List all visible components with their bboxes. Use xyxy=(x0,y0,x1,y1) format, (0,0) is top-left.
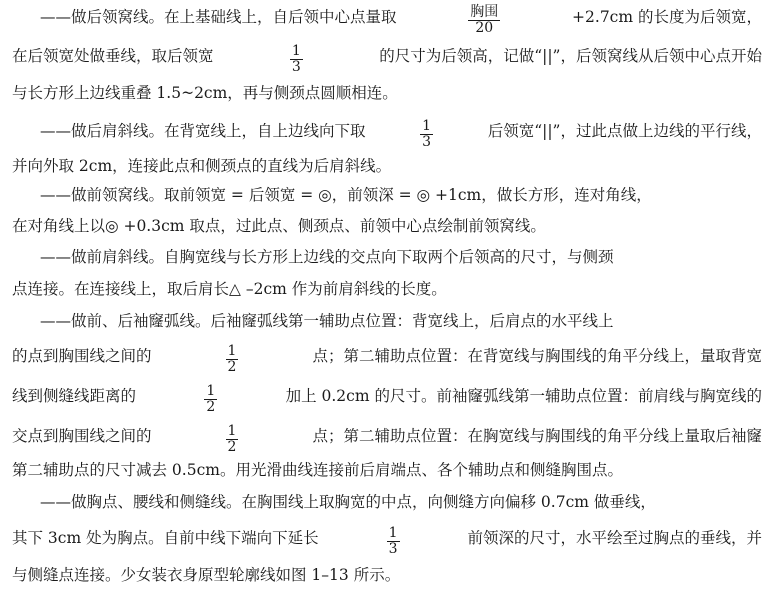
text-segment: 第二辅助点的尺寸减去 0.5cm。用光滑曲线连接前后肩端点、各个辅助点和侧缝胸围点。 xyxy=(12,461,623,479)
text-segment: 的点到胸围线之间的 xyxy=(12,347,152,365)
text-segment: 点连接。在连接线上，取后肩长△ –2cm 作为前肩斜线的长度。 xyxy=(12,280,447,298)
fraction-numerator: 1 xyxy=(291,43,301,59)
text-segment: 的尺寸为后领高，记做“||”，后领窝线从后领中心点开始 xyxy=(379,47,762,65)
text-segment: 并向外取 2cm，连接此点和侧颈点的直线为后肩斜线。 xyxy=(12,157,392,175)
text-segment: ——做后领窝线。在上基础线上，自后领中心点量取 xyxy=(40,8,397,26)
text-segment: 点；第二辅助点位置：在背宽线与胸围线的角平分线上，量取背宽 xyxy=(312,347,762,365)
text-segment: ——做后肩斜线。在背宽线上，自上边线向下取 xyxy=(40,122,366,140)
text-line xyxy=(40,118,762,152)
text-line xyxy=(40,311,762,331)
text-segment: ——做前、后袖窿弧线。后袖窿弧线第一辅助点位置：背宽线上，后肩点的水平线上 xyxy=(40,312,614,330)
fraction-numerator: 1 xyxy=(388,525,398,541)
fraction-numerator: 1 xyxy=(206,383,216,399)
fraction-denominator: 3 xyxy=(291,59,301,75)
text-segment: 点；第二辅助点位置：在胸宽线与胸围线的角平分线上量取后袖窿 xyxy=(312,427,762,445)
fraction xyxy=(420,119,433,150)
text-line xyxy=(40,492,762,512)
text-segment: 在对角线上以◎ +0.3cm 取点，过此点、侧颈点、前领中心点绘制前领窝线。 xyxy=(12,217,546,235)
text-segment: 前领深的尺寸，水平绘至过胸点的垂线，并 xyxy=(467,529,762,547)
fraction xyxy=(387,526,400,557)
text-line xyxy=(12,156,762,176)
text-line xyxy=(12,343,762,377)
text-segment: 线到侧缝线距离的 xyxy=(12,387,137,405)
fraction-numerator: 胸围 xyxy=(470,4,499,20)
text-segment: 后领宽“||”，过此点做上边线的平行线， xyxy=(487,122,762,140)
fraction-denominator: 2 xyxy=(227,359,237,375)
text-segment: 与侧缝点连接。少女装衣身原型轮廓线如图 1–13 所示。 xyxy=(12,566,401,584)
text-line xyxy=(12,460,762,480)
fraction-numerator: 1 xyxy=(227,343,237,359)
text-line xyxy=(12,216,762,236)
text-segment: ——做前领窝线。取前领宽 = 后领宽 = ◎，前领深 = ◎ +1cm，做长方形，连对角线， xyxy=(40,186,652,204)
text-segment: 交点到胸围线之间的 xyxy=(12,427,152,445)
text-line xyxy=(12,565,762,585)
text-segment: 其下 3cm 处为胸点。自前中线下端向下延长 xyxy=(12,529,319,547)
fraction-numerator: 1 xyxy=(227,423,237,439)
text-line xyxy=(40,185,762,205)
text-segment: 与长方形上边线重叠 1.5~2cm，再与侧颈点圆顺相连。 xyxy=(12,84,398,102)
text-line xyxy=(12,525,762,559)
fraction-denominator: 2 xyxy=(206,399,216,415)
fraction xyxy=(468,5,500,36)
text-line xyxy=(12,83,762,103)
text-line xyxy=(40,4,762,38)
text-line xyxy=(12,423,762,457)
text-line xyxy=(12,279,762,299)
fraction-denominator: 2 xyxy=(227,439,237,455)
fraction-numerator: 1 xyxy=(422,118,432,134)
text-line xyxy=(12,43,762,77)
text-line xyxy=(40,247,762,267)
fraction-denominator: 20 xyxy=(475,20,494,36)
text-line xyxy=(12,383,762,417)
fraction xyxy=(204,384,217,415)
fraction-denominator: 3 xyxy=(422,134,432,150)
text-segment: ——做胸点、腰线和侧缝线。在胸围线上取胸宽的中点，向侧缝方向偏移 0.7cm 做垂线， xyxy=(40,493,656,511)
fraction-denominator: 3 xyxy=(388,541,398,557)
text-segment: +2.7cm 的长度为后领宽， xyxy=(572,8,762,26)
text-segment: 在后领宽处做垂线，取后领宽 xyxy=(12,47,214,65)
text-segment: 加上 0.2cm 的尺寸。前袖窿弧线第一辅助点位置：前肩线与胸宽线的 xyxy=(285,387,762,405)
fraction xyxy=(290,44,303,75)
fraction xyxy=(226,424,239,455)
fraction xyxy=(226,344,239,375)
text-segment: ——做前肩斜线。自胸宽线与长方形上边线的交点向下取两个后领高的尺寸，与侧颈 xyxy=(40,248,614,266)
